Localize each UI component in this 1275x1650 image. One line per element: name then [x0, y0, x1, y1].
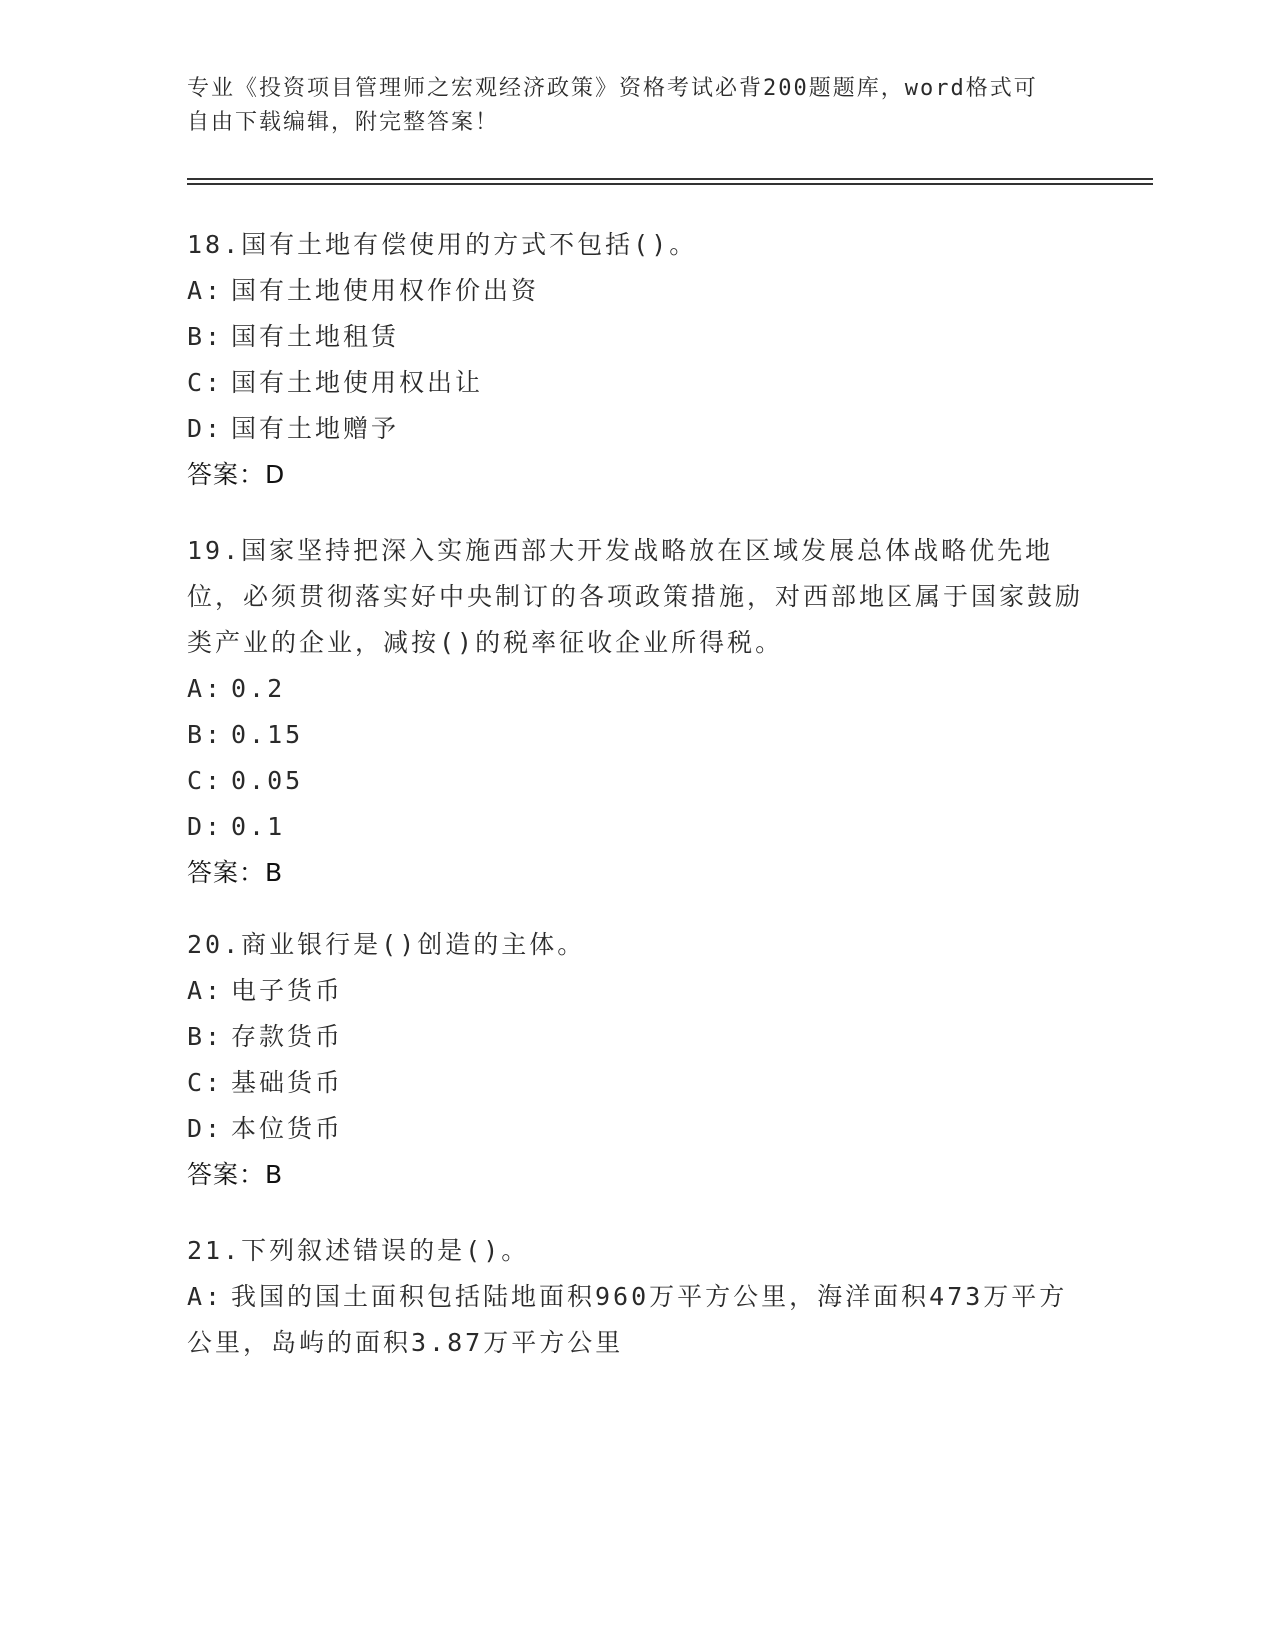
- option-b: [187, 314, 1087, 360]
- answer: 答案：B: [187, 858, 284, 887]
- option-a: [187, 968, 1087, 1014]
- option-a: [187, 268, 1087, 314]
- header-line-1: 专业《投资项目管理师之宏观经济政策》资格考试必背200题题库，word格式可: [187, 76, 1038, 101]
- option-d: [187, 406, 1087, 452]
- option-b: [187, 712, 1087, 758]
- option-letter: D:: [187, 812, 224, 841]
- option-text: 电子货币: [231, 976, 344, 1005]
- question-18: [187, 222, 1087, 498]
- option-a: [187, 666, 1087, 712]
- option-letter: A:: [187, 276, 224, 305]
- document-header: [187, 72, 1067, 140]
- question-20: [187, 922, 1087, 1198]
- option-letter: C:: [187, 1068, 224, 1097]
- option-letter: D:: [187, 1114, 224, 1143]
- question-stem: 21.下列叙述错误的是()。: [187, 1236, 530, 1265]
- option-text: 本位货币: [231, 1114, 344, 1143]
- option-a: [187, 1274, 1087, 1366]
- option-c: [187, 360, 1087, 406]
- option-letter: D:: [187, 414, 224, 443]
- question-21: [187, 1228, 1087, 1366]
- option-letter: B:: [187, 720, 224, 749]
- option-text: 基础货币: [231, 1068, 344, 1097]
- question-stem: 20.商业银行是()创造的主体。: [187, 930, 586, 959]
- option-text: 国有土地赠予: [231, 414, 400, 443]
- option-b: [187, 1014, 1087, 1060]
- option-letter: A:: [187, 1282, 224, 1311]
- option-text: 我国的国土面积包括陆地面积960万平方公里，海洋面积473万平方公里，岛屿的面积3.87万平方公里: [187, 1282, 1068, 1357]
- option-text: 存款货币: [231, 1022, 344, 1051]
- option-letter: B:: [187, 1022, 224, 1051]
- option-letter: A:: [187, 976, 224, 1005]
- question-19: [187, 528, 1087, 896]
- option-d: [187, 1106, 1087, 1152]
- option-c: [187, 758, 1087, 804]
- option-letter: A:: [187, 674, 224, 703]
- option-d: [187, 804, 1087, 850]
- answer: 答案：D: [187, 460, 286, 489]
- header-divider-bottom: [187, 183, 1153, 185]
- option-text: 0.1: [231, 812, 286, 841]
- answer: 答案：B: [187, 1160, 284, 1189]
- header-divider-top: [187, 178, 1153, 180]
- option-text: 0.05: [231, 766, 304, 795]
- header-line-2: 自由下载编辑，附完整答案！: [187, 110, 500, 135]
- question-stem: 19.国家坚持把深入实施西部大开发战略放在区域发展总体战略优先地位，必须贯彻落实好中央制订的各项政策措施，对西部地区属于国家鼓励类产业的企业，减按()的税率征收企业所得税。: [187, 536, 1084, 657]
- option-text: 国有土地使用权出让: [231, 368, 484, 397]
- option-text: 0.15: [231, 720, 304, 749]
- option-letter: B:: [187, 322, 224, 351]
- option-text: 国有土地租赁: [231, 322, 400, 351]
- option-letter: C:: [187, 368, 224, 397]
- option-text: 0.2: [231, 674, 286, 703]
- option-letter: C:: [187, 766, 224, 795]
- question-stem: 18.国有土地有偿使用的方式不包括()。: [187, 230, 698, 259]
- option-c: [187, 1060, 1087, 1106]
- option-text: 国有土地使用权作价出资: [231, 276, 540, 305]
